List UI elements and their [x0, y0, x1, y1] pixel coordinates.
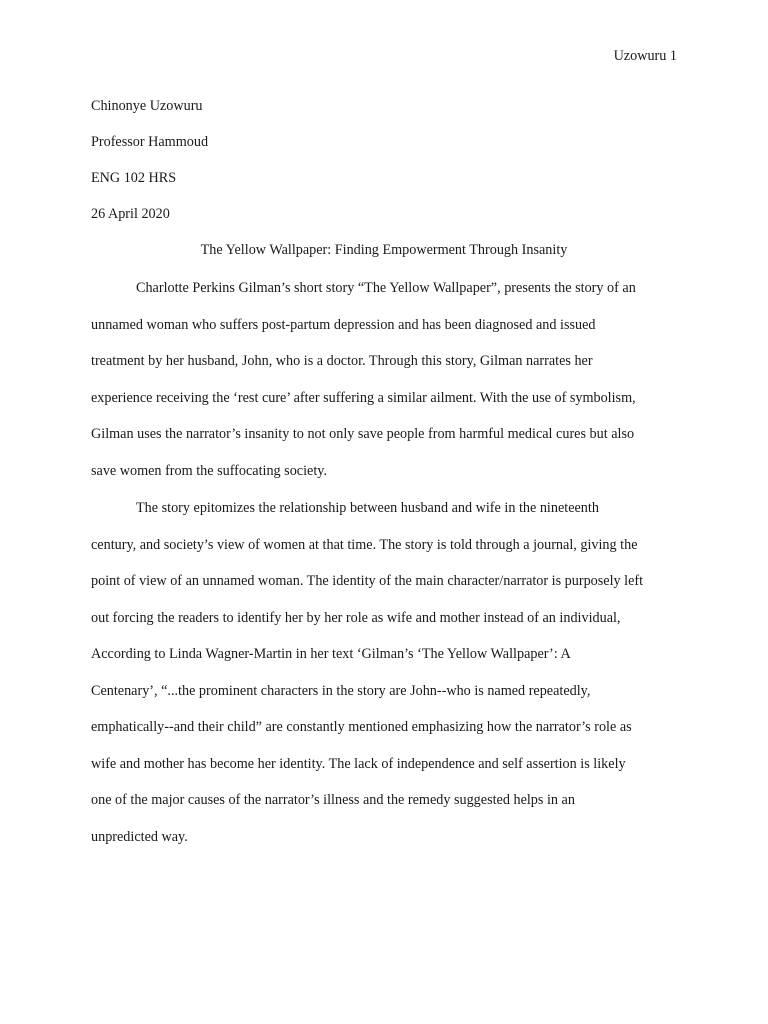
paragraph-line: The story epitomizes the relationship between husband and wife in the nineteenth: [136, 500, 599, 516]
paragraph-line: unpredicted way.: [91, 828, 188, 845]
running-head: Uzowuru 1: [613, 48, 677, 64]
paragraph-line: out forcing the readers to identify her by her role as wife and mother instead of an individual,: [91, 609, 621, 626]
essay-date: 26 April 2020: [91, 206, 170, 222]
paragraph-line: point of view of an unnamed woman. The identity of the main character/narrator is purposely left: [91, 573, 644, 589]
paragraph-line: save women from the suffocating society.: [91, 462, 327, 479]
paragraph-line: emphatically--and their child” are constantly mentioned emphasizing how the narrator’s role as: [91, 719, 632, 735]
paragraph-line: According to Linda Wagner-Martin in her text ‘Gilman’s ‘The Yellow Wallpaper’: A: [91, 646, 571, 662]
paragraph-line: treatment by her husband, John, who is a doctor. Through this story, Gilman narrates her: [91, 353, 593, 369]
paragraph-line: century, and society’s view of women at that time. The story is told through a journal, giving the: [91, 536, 638, 553]
paragraph-2: [91, 498, 681, 863]
paragraph-1: [91, 278, 681, 497]
paragraph-line: Charlotte Perkins Gilman’s short story “The Yellow Wallpaper”, presents the story of an: [136, 280, 636, 296]
paragraph-line: Centenary’, “...the prominent characters in the story are John--who is named repeatedly,: [91, 682, 591, 699]
paragraph-line: Gilman uses the narrator’s insanity to not only save people from harmful medical cures but also: [91, 426, 635, 442]
essay-title: The Yellow Wallpaper: Finding Empowerment Through Insanity: [200, 242, 568, 258]
paragraph-line: one of the major causes of the narrator’s illness and the remedy suggested helps in an: [91, 792, 575, 808]
course-name: ENG 102 HRS: [91, 170, 177, 186]
paragraph-line: unnamed woman who suffers post-partum depression and has been diagnosed and issued: [91, 316, 596, 333]
paragraph-line: wife and mother has become her identity. The lack of independence and self assertion is likely: [91, 755, 626, 772]
professor-name: Professor Hammoud: [91, 134, 209, 150]
paragraph-line: experience receiving the ‘rest cure’ after suffering a similar ailment. With the use of symbolism,: [91, 389, 636, 406]
student-name: Chinonye Uzowuru: [91, 98, 203, 114]
